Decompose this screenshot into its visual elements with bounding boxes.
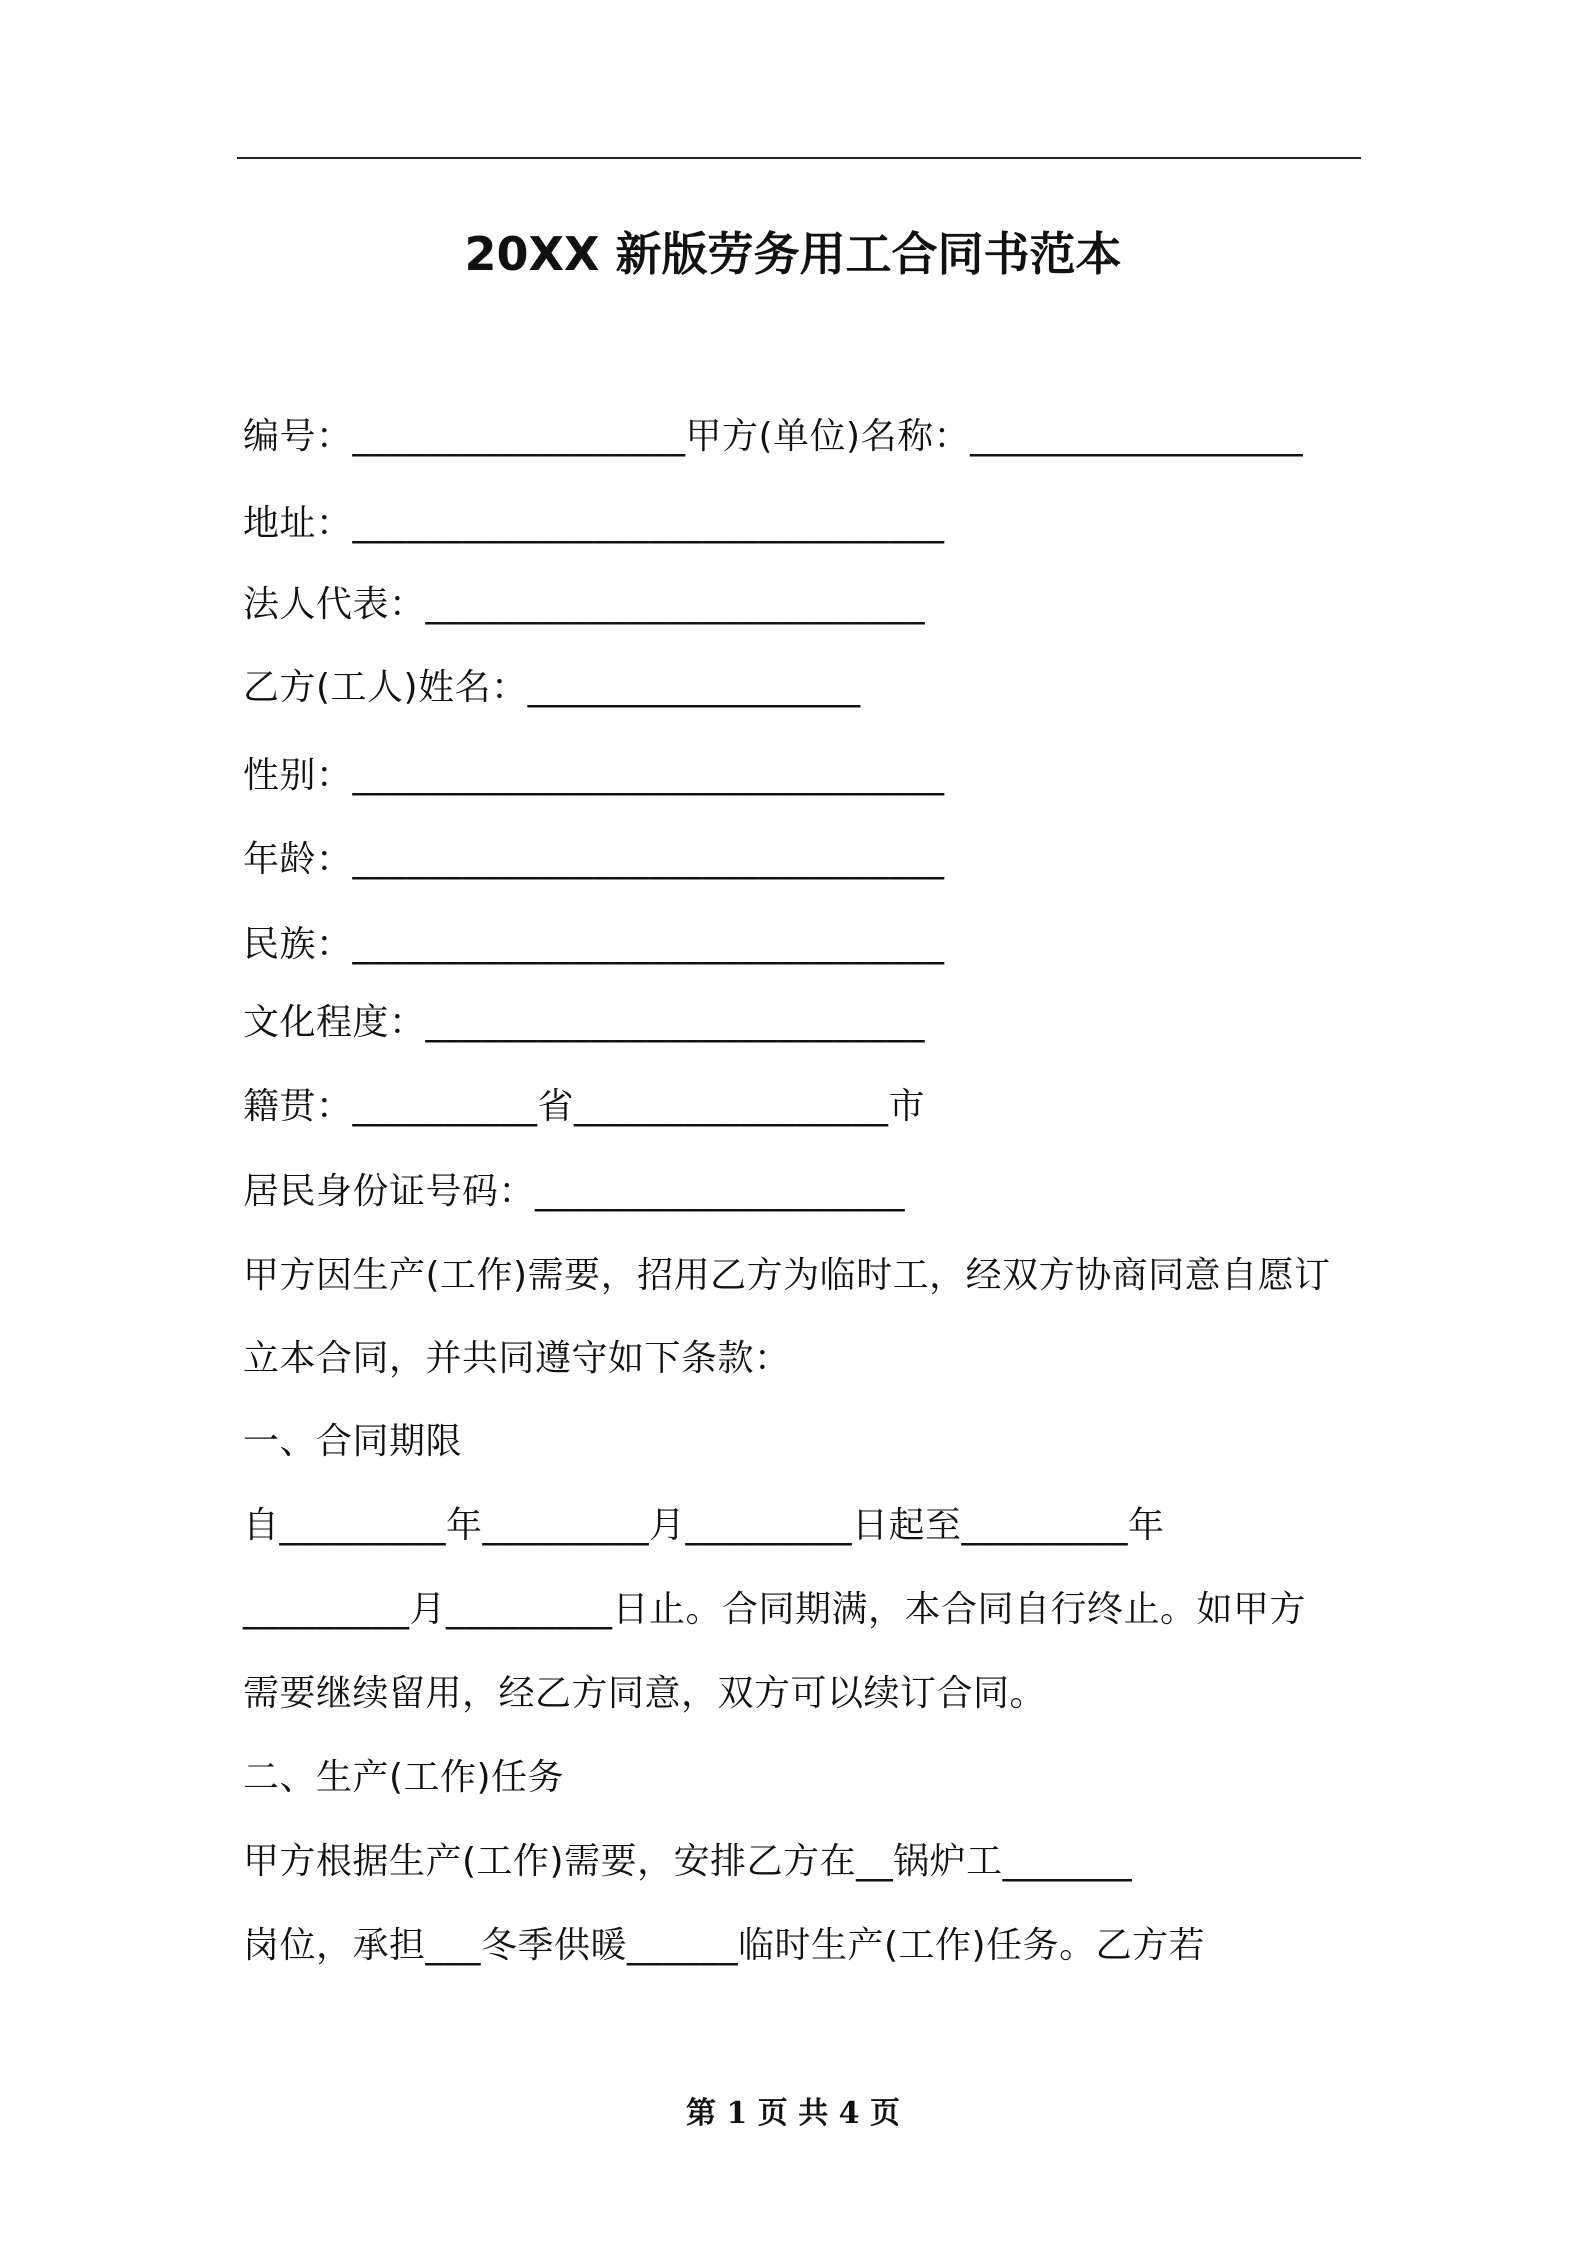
field-native-place: 籍贯：__________省_________________市: [243, 1086, 926, 1127]
field-address: 地址：________________________________: [243, 503, 945, 544]
field-gender: 性别：________________________________: [243, 755, 945, 796]
field-education: 文化程度：___________________________: [243, 1002, 926, 1043]
header-divider: [237, 157, 1361, 159]
page-footer: 第 1 页 共 4 页: [686, 2096, 900, 2131]
field-ethnicity: 民族：________________________________: [243, 924, 945, 965]
paragraph-tasks-line-1: 甲方根据生产(工作)需要，安排乙方在__锅炉工_______: [243, 1841, 1133, 1882]
paragraph-term-line-3: 需要继续留用，经乙方同意，双方可以续订合同。: [243, 1673, 1047, 1714]
paragraph-term-line-2: _________月_________日止。合同期满，本合同自行终止。如甲方: [243, 1589, 1307, 1630]
paragraph-term-line-1: 自_________年_________月_________日起至_________年: [243, 1505, 1165, 1546]
field-party-b-name: 乙方(工人)姓名：__________________: [243, 667, 861, 708]
section-heading-contract-term: 一、合同期限: [243, 1421, 463, 1462]
paragraph-tasks-line-2: 岗位，承担___冬季供暖______临时生产(工作)任务。乙方若: [243, 1925, 1206, 1966]
paragraph-intro-line-1: 甲方因生产(工作)需要，招用乙方为临时工，经双方协商同意自愿订: [243, 1255, 1331, 1296]
paragraph-intro-line-2: 立本合同，并共同遵守如下条款：: [243, 1338, 791, 1379]
section-heading-work-tasks: 二、生产(工作)任务: [243, 1757, 565, 1798]
field-age: 年龄：________________________________: [243, 839, 945, 880]
document-title: 20XX 新版劳务用工合同书范本: [464, 227, 1122, 281]
field-id-number: 居民身份证号码：____________________: [243, 1171, 906, 1212]
field-number-and-party-a-name: 编号：__________________甲方(单位)名称：__________________: [243, 416, 1304, 457]
field-legal-representative: 法人代表：___________________________: [243, 584, 926, 625]
